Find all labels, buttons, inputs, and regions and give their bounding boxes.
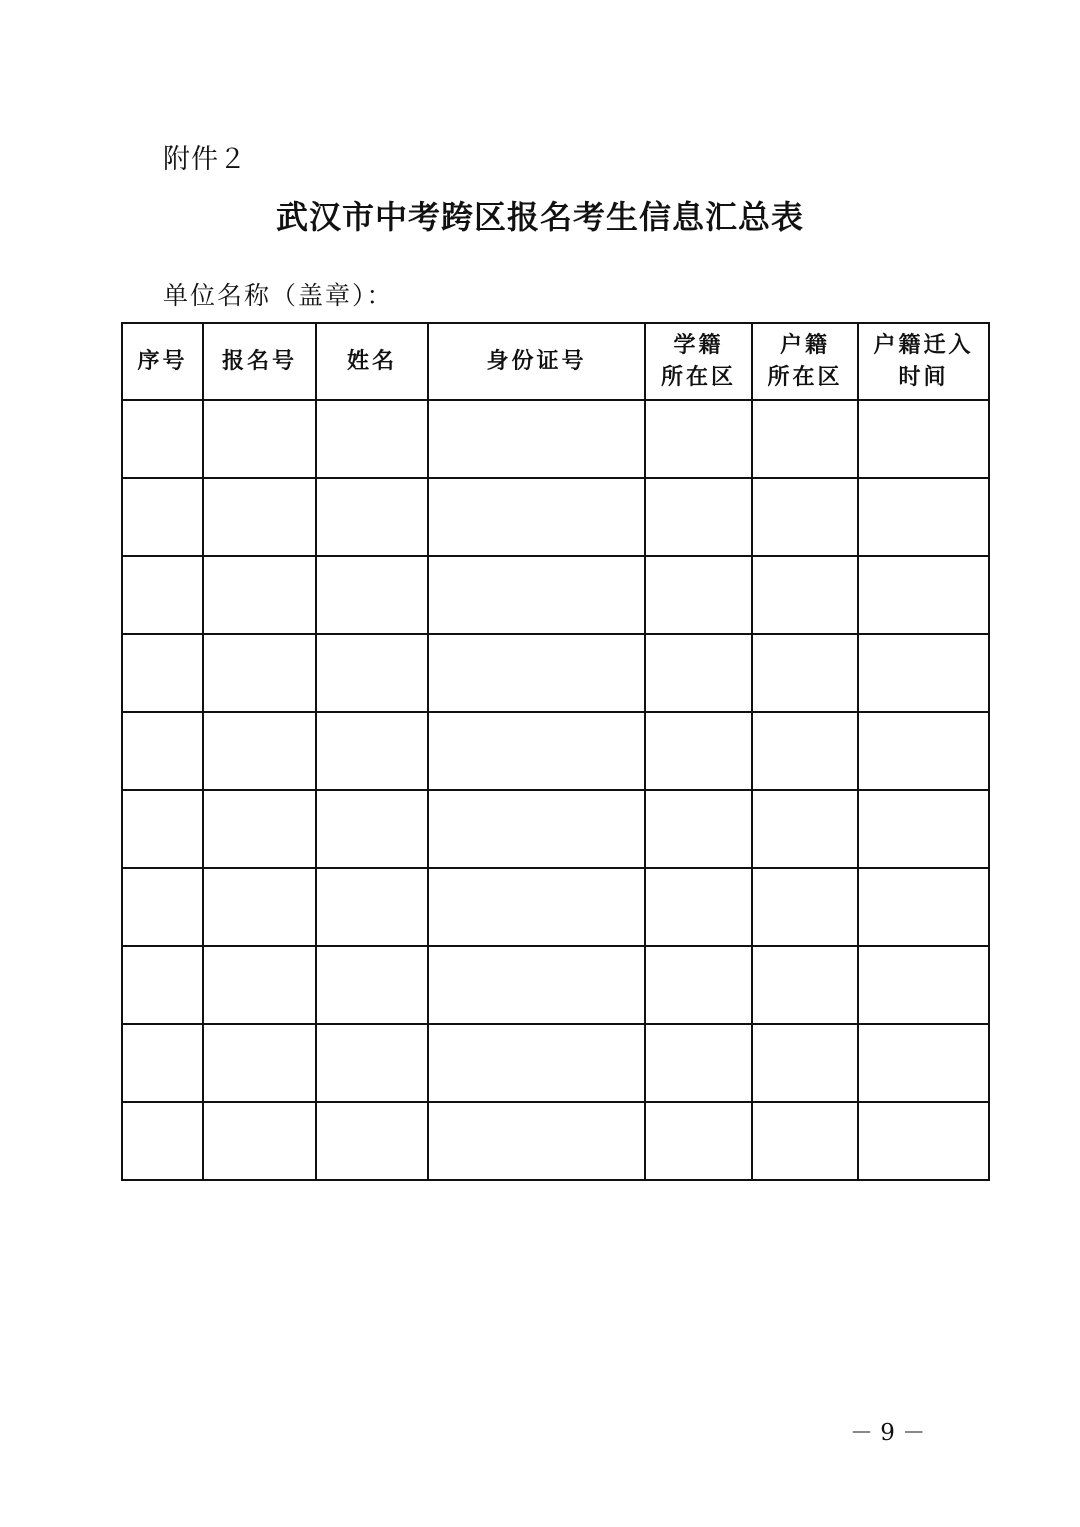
table-cell[interactable]: [316, 1102, 428, 1180]
table-cell[interactable]: [645, 946, 752, 1024]
table-cell[interactable]: [122, 790, 203, 868]
table-cell[interactable]: [858, 790, 989, 868]
table-cell[interactable]: [428, 556, 645, 634]
header-serial-number: [122, 323, 203, 400]
table-cell[interactable]: [428, 1024, 645, 1102]
table-cell[interactable]: [428, 1102, 645, 1180]
table-cell[interactable]: [752, 478, 858, 556]
header-line: 报名号: [221, 348, 297, 374]
table-header-row: [122, 323, 989, 400]
table-cell[interactable]: [645, 1024, 752, 1102]
unit-name-label: 单位名称（盖章）：: [163, 281, 394, 310]
table-cell[interactable]: [645, 400, 752, 478]
document-title: 武汉市中考跨区报名考生信息汇总表: [275, 198, 804, 236]
table-cell[interactable]: [203, 868, 316, 946]
table-cell[interactable]: [752, 868, 858, 946]
header-school-registry-district: [645, 323, 752, 400]
table-cell[interactable]: [858, 1102, 989, 1180]
table-cell[interactable]: [858, 556, 989, 634]
table-cell[interactable]: [316, 1024, 428, 1102]
table-cell[interactable]: [316, 634, 428, 712]
header-line: 身份证号: [486, 348, 587, 374]
table-cell[interactable]: [858, 868, 989, 946]
table-cell[interactable]: [316, 478, 428, 556]
table-cell[interactable]: [122, 400, 203, 478]
table-cell[interactable]: [122, 868, 203, 946]
header-line: 时间: [898, 364, 949, 390]
table-cell[interactable]: [752, 634, 858, 712]
table-cell[interactable]: [203, 478, 316, 556]
table-cell[interactable]: [858, 478, 989, 556]
header-line: 学籍: [673, 332, 724, 358]
table-cell[interactable]: [645, 1102, 752, 1180]
table-cell[interactable]: [858, 712, 989, 790]
table-cell[interactable]: [122, 946, 203, 1024]
table-row: [122, 556, 989, 634]
table-cell[interactable]: [122, 712, 203, 790]
table-row: [122, 478, 989, 556]
table-body: [122, 400, 989, 1180]
table-cell[interactable]: [316, 712, 428, 790]
table-cell[interactable]: [203, 790, 316, 868]
header-line: 所在区: [767, 364, 843, 390]
table-cell[interactable]: [122, 634, 203, 712]
table-cell[interactable]: [203, 946, 316, 1024]
table-cell[interactable]: [428, 946, 645, 1024]
header-id-number: [428, 323, 645, 400]
table-cell[interactable]: [203, 712, 316, 790]
table-cell[interactable]: [752, 1102, 858, 1180]
table-cell[interactable]: [316, 400, 428, 478]
table-row: [122, 400, 989, 478]
header-household-move-in-time: [858, 323, 989, 400]
table-cell[interactable]: [645, 868, 752, 946]
table-cell[interactable]: [752, 1024, 858, 1102]
table-row: [122, 634, 989, 712]
attachment-label: 附件２: [163, 144, 247, 175]
table-cell[interactable]: [645, 556, 752, 634]
table-cell[interactable]: [428, 790, 645, 868]
table-cell[interactable]: [645, 790, 752, 868]
summary-table: [121, 322, 990, 1181]
table-row: [122, 1102, 989, 1180]
table-cell[interactable]: [428, 868, 645, 946]
table-cell[interactable]: [645, 712, 752, 790]
table-cell[interactable]: [428, 400, 645, 478]
header-household-registry-district: [752, 323, 858, 400]
page-number: － 9 －: [850, 1420, 926, 1446]
table-cell[interactable]: [752, 400, 858, 478]
table-cell[interactable]: [122, 1102, 203, 1180]
table-cell[interactable]: [752, 556, 858, 634]
header-line: 户籍迁入: [873, 332, 974, 358]
table-cell[interactable]: [645, 634, 752, 712]
table-cell[interactable]: [203, 1102, 316, 1180]
table-cell[interactable]: [428, 634, 645, 712]
header-name: [316, 323, 428, 400]
table-cell[interactable]: [122, 478, 203, 556]
table-cell[interactable]: [316, 868, 428, 946]
table-cell[interactable]: [316, 790, 428, 868]
table-row: [122, 1024, 989, 1102]
table-cell[interactable]: [645, 478, 752, 556]
table-cell[interactable]: [858, 946, 989, 1024]
header-line: 序号: [137, 348, 188, 374]
table-cell[interactable]: [122, 1024, 203, 1102]
table-cell[interactable]: [858, 400, 989, 478]
table-cell[interactable]: [203, 400, 316, 478]
table-cell[interactable]: [203, 556, 316, 634]
table-cell[interactable]: [316, 556, 428, 634]
table-cell[interactable]: [428, 478, 645, 556]
table-cell[interactable]: [752, 712, 858, 790]
table-row: [122, 868, 989, 946]
table-cell[interactable]: [752, 946, 858, 1024]
table-cell[interactable]: [752, 790, 858, 868]
table-cell[interactable]: [428, 712, 645, 790]
table-cell[interactable]: [203, 1024, 316, 1102]
table-row: [122, 946, 989, 1024]
header-line: 户籍: [779, 332, 830, 358]
table-cell[interactable]: [858, 634, 989, 712]
header-line: 所在区: [660, 364, 736, 390]
table-cell[interactable]: [122, 556, 203, 634]
header-registration-number: [203, 323, 316, 400]
table-cell[interactable]: [858, 1024, 989, 1102]
table-row: [122, 712, 989, 790]
table-cell[interactable]: [316, 946, 428, 1024]
table-cell[interactable]: [203, 634, 316, 712]
table-row: [122, 790, 989, 868]
header-line: 姓名: [346, 348, 397, 374]
